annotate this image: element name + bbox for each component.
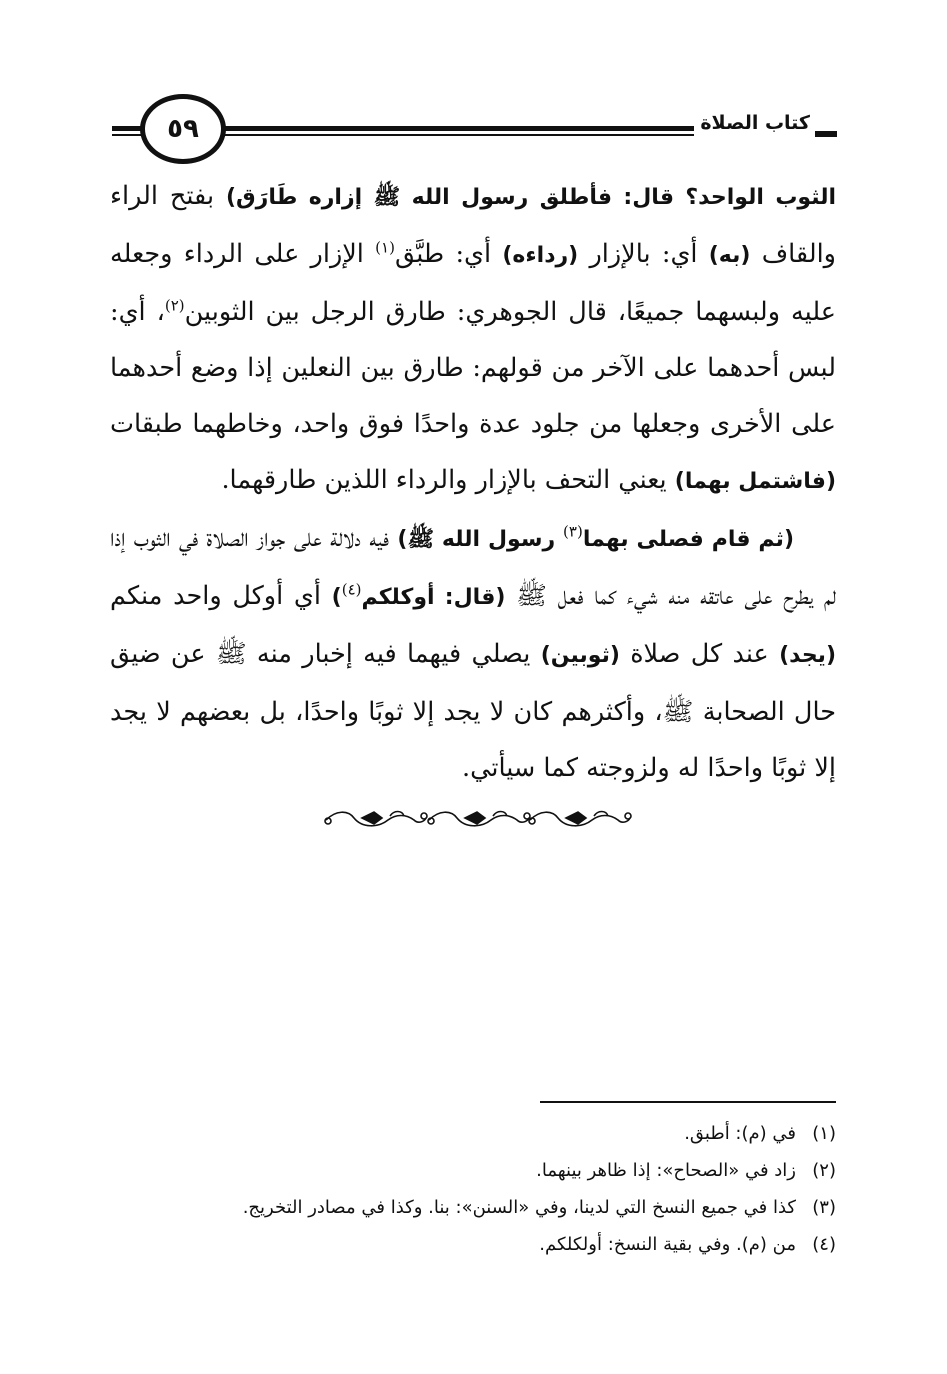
header-rule-right xyxy=(815,131,837,137)
commentary-text: ، أي: لبس أحدهما على الآخر من قولهم: طارق بين النعلين إذا وضع أحدهما على الأخرى وجعلها من جلود عدة واحدًا فوق واحد، وخاطهما طبقات xyxy=(110,297,836,439)
footnote-separator xyxy=(540,1101,836,1103)
footnote-ref: (١) xyxy=(375,238,395,257)
footnote-number: (٤) xyxy=(812,1234,836,1255)
commentary-text: بفتح الراء والقاف xyxy=(110,181,837,269)
footnote-number: (٣) xyxy=(812,1197,836,1218)
footnote-item xyxy=(110,1115,836,1152)
footnote-number: (١) xyxy=(812,1123,836,1144)
footnote-item xyxy=(110,1226,836,1263)
paragraph-1 xyxy=(110,168,836,510)
footnote-text: من (م). وفي بقية النسخ: أولكلكم. xyxy=(539,1234,796,1255)
matn-text: ) xyxy=(331,585,342,610)
header-rule-left-thin xyxy=(112,134,144,136)
footnote-ref: (٤) xyxy=(341,580,362,599)
matn-text: (يجد) xyxy=(779,643,836,668)
commentary-text: يصلي فيهما فيه إخبار منه ﷺ عن ضيق حال الصحابة ﷺ، وأكثرهم كان لا يجد إلا ثوبًا واحدًا، بل بعضهم لا يجد إلا ثوبًا واحدًا له ولزوجته كما سيأتي. xyxy=(110,639,836,783)
matn-text: (قال: أوكلكم xyxy=(361,585,506,610)
matn-text: (فاشتمل بهما) xyxy=(674,469,836,494)
page-number: ٥٩ xyxy=(140,94,226,164)
paragraph-2 xyxy=(110,510,836,796)
header-rule-long-thin xyxy=(224,134,694,136)
footnote-text: زاد في «الصحاح»: إذا ظاهر بينهما. xyxy=(536,1160,796,1181)
commentary-text: أي أوكل واحد منكم xyxy=(110,581,332,611)
footnote-item xyxy=(110,1189,836,1226)
matn-text: (رداءه) xyxy=(502,243,579,268)
footnote-ref: (٣) xyxy=(563,522,583,541)
matn-text: (ثوبين) xyxy=(540,643,620,668)
commentary-text: أي: بالإزار xyxy=(578,239,709,269)
footnotes xyxy=(110,1115,836,1263)
matn-text: (ثم قام فصلى بهما xyxy=(582,527,794,552)
main-text xyxy=(110,168,836,796)
header-rule-long-thick xyxy=(224,126,694,131)
footnote-text: في (م): أطبق. xyxy=(684,1123,796,1144)
footnote-item xyxy=(110,1152,836,1189)
page-header xyxy=(0,0,947,170)
running-title: كتاب الصلاة xyxy=(700,112,810,134)
commentary-text: فيه دلالة على جواز الصلاة في الثوب إذا لم يطرح على عاتقه منه شيء كما فعل ﷺ xyxy=(110,523,836,611)
commentary-text: يعني التحف بالإزار والرداء اللذين طارقهما. xyxy=(221,465,675,495)
matn-text: (به) xyxy=(708,243,751,268)
vine-scroll-ornament-icon xyxy=(322,804,632,834)
commentary-text: أي: طبَّق xyxy=(394,239,503,269)
matn-text: رسول الله ﷺ) xyxy=(397,527,564,552)
footnote-number: (٢) xyxy=(812,1160,836,1181)
footnote-ref: (٢) xyxy=(164,296,185,315)
matn-text: الثوب الواحد؟ قال: فأطلق رسول الله ﷺ إزاره طَارَق) xyxy=(225,185,836,210)
commentary-text: الإزار على الرداء وجعله عليه ولبسهما جميعًا، قال الجوهري: طارق الرجل بين الثوبين xyxy=(110,239,836,327)
footnote-text: كذا في جميع النسخ التي لدينا، وفي «السنن»: بنا. وكذا في مصادر التخريج. xyxy=(242,1197,796,1218)
commentary-text: عند كل صلاة xyxy=(619,639,780,669)
